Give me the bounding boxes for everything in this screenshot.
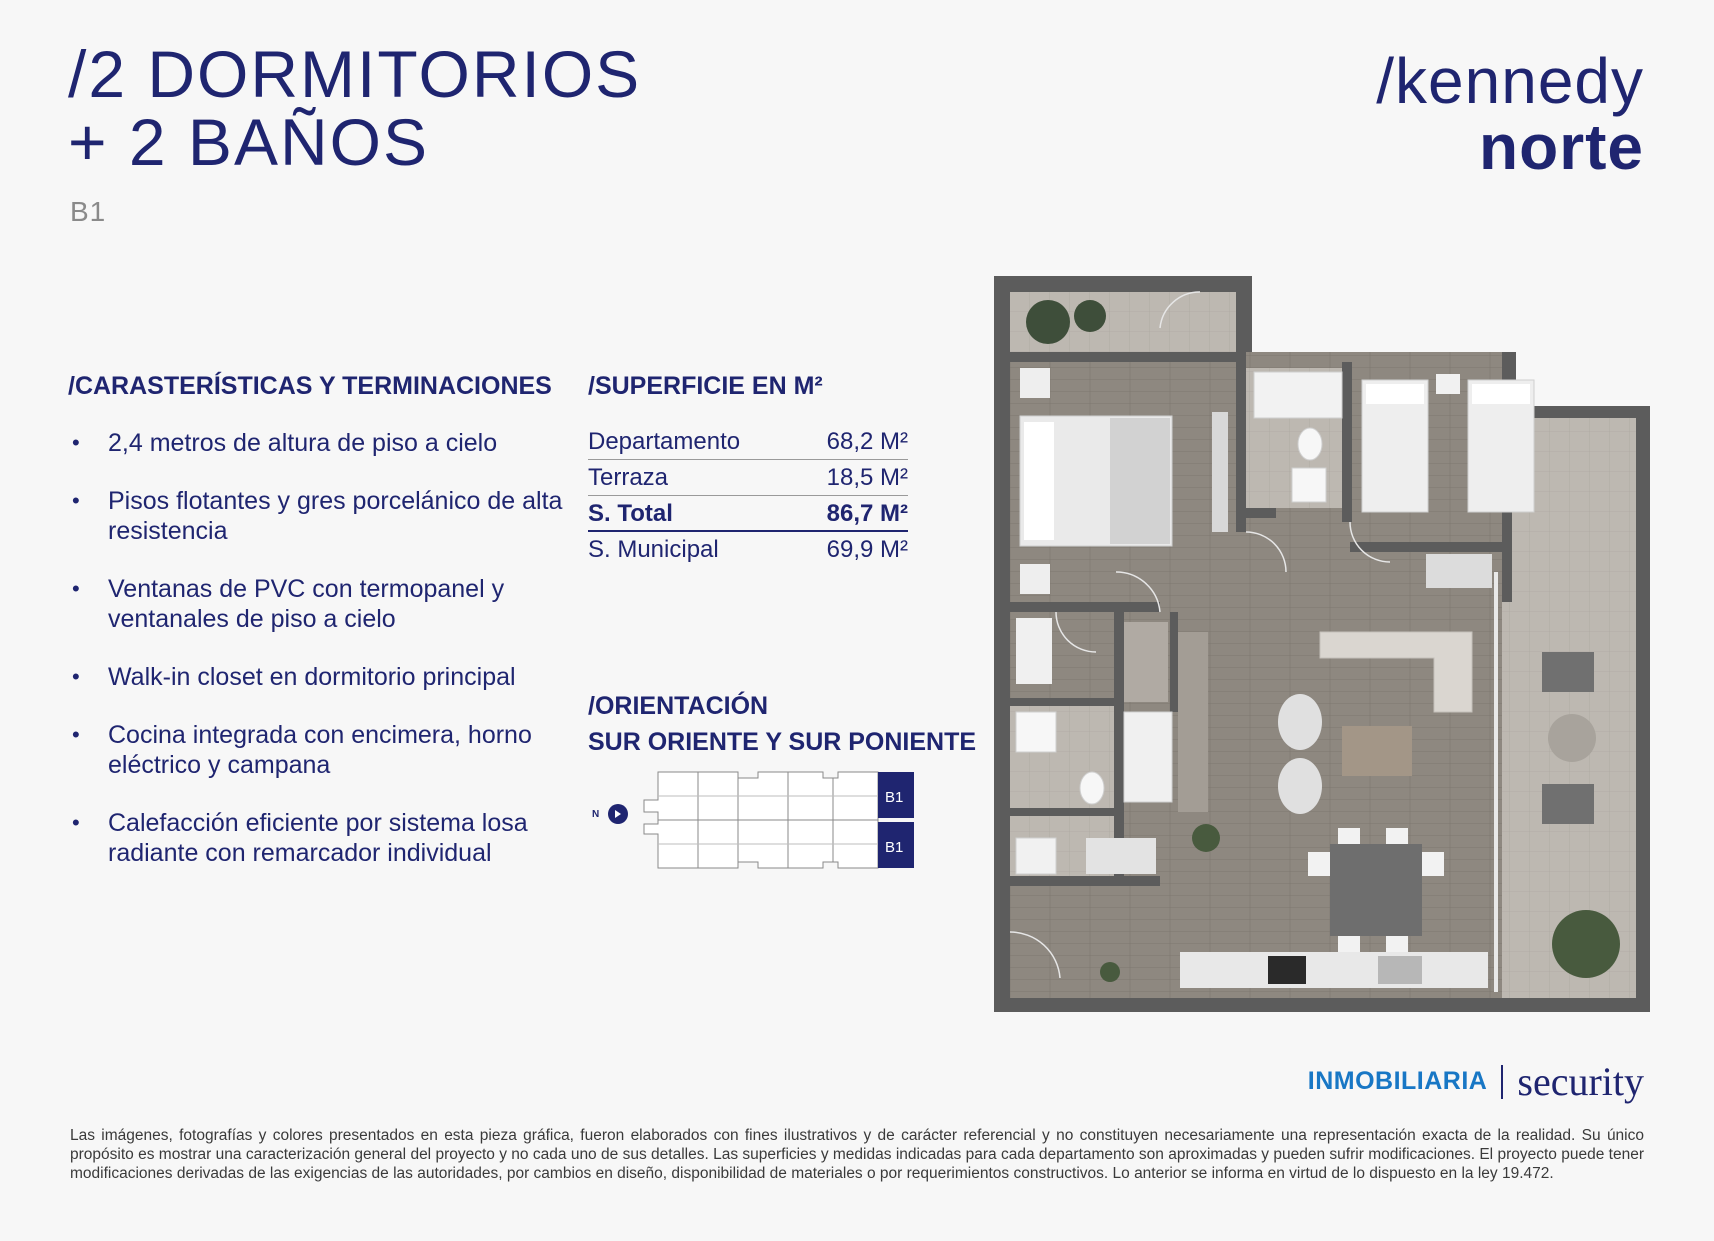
- feature-item: • Cocina integrada con encimera, horno eléctrico y campana: [68, 720, 568, 780]
- plant-icon: [1026, 300, 1070, 344]
- surface-row-total: [588, 496, 908, 532]
- nightstand: [1436, 374, 1460, 394]
- features-list: [68, 428, 568, 896]
- company-logo-right: security: [1517, 1059, 1644, 1104]
- building-footprint: [644, 772, 878, 868]
- surface-label: S. Municipal: [588, 536, 719, 563]
- cooktop: [1268, 956, 1306, 984]
- company-logo: [1308, 1058, 1644, 1105]
- bathroom2-sink: [1016, 712, 1056, 752]
- feature-item: • Pisos flotantes y gres porcelánico de alta resistencia: [68, 486, 568, 546]
- terrace-table: [1548, 714, 1596, 762]
- north-indicator: [592, 804, 628, 824]
- orientation-title-line-2: SUR ORIENTE Y SUR PONIENTE: [588, 728, 977, 756]
- bathroom2-toilet: [1080, 772, 1104, 804]
- walk-in-closet: [1124, 622, 1168, 702]
- armchair-1: [1278, 694, 1322, 750]
- plant-icon: [1074, 300, 1106, 332]
- kitchen-counter: [1180, 952, 1488, 988]
- twin-bed-2: [1468, 380, 1534, 512]
- project-logo: [1376, 45, 1644, 183]
- wardrobe: [1212, 412, 1228, 532]
- feature-item: • 2,4 metros de altura de piso a cielo: [68, 428, 568, 458]
- surface-label: Departamento: [588, 428, 741, 455]
- twin-bed-1: [1362, 380, 1428, 512]
- key-plan: [588, 762, 928, 872]
- unit-label: B1: [885, 789, 904, 806]
- project-logo-line-1: /kennedy: [1376, 45, 1644, 117]
- surface-title: /SUPERFICIE EN M²: [588, 372, 823, 400]
- plant-icon: [1192, 824, 1220, 852]
- coffee-table: [1342, 726, 1412, 776]
- floor-plan: [990, 272, 1650, 1012]
- shower: [1124, 712, 1172, 802]
- company-logo-left: INMOBILIARIA: [1307, 1067, 1488, 1095]
- unit-code: B1: [70, 196, 107, 227]
- surface-value: 68,2 M²: [826, 428, 908, 455]
- features-title: /CARASTERÍSTICAS Y TERMINACIONES: [68, 372, 552, 400]
- bathtub: [1254, 372, 1342, 418]
- sink: [1292, 468, 1326, 502]
- kitchen-sink: [1378, 956, 1422, 984]
- legal-disclaimer: Las imágenes, fotografías y colores presentados en esta pieza gráfica, fueron elaborados con fines ilustrativos y de carácter referencial y no constituyen necesariamente una representación exacta de la realidad. Su único propósito es mostrar una caracterización general del proyecto y no cada uno de sus detalles. Las superficies y medidas indicadas para cada departamento son aproximadas y pueden sufrir modificaciones. El proyecto puede tener modificaciones derivadas de las exigencias de las autoridades, por cambios en diseño, disponibilidad de materiales o por requerimientos constructivos. Lo anterior se informa en virtud de lo dispuesto en la ley 19.472.: [70, 1127, 1644, 1182]
- washing-machine: [1016, 838, 1056, 874]
- surface-value: 18,5 M²: [826, 464, 908, 491]
- surface-label: S. Total: [588, 500, 673, 527]
- north-label: N: [592, 809, 600, 820]
- feature-item: • Ventanas de PVC con termopanel y ventanales de piso a cielo: [68, 574, 568, 634]
- plant-icon: [1552, 910, 1620, 978]
- terrace-chair-1: [1542, 652, 1594, 692]
- feature-item: • Walk-in closet en dormitorio principal: [68, 662, 568, 692]
- orientation-title-line-1: /ORIENTACIÓN: [588, 692, 769, 720]
- title-line-1: /2 DORMITORIOS: [68, 37, 642, 111]
- page-title: [68, 37, 642, 179]
- feature-item: • Calefacción eficiente por sistema losa radiante con remarcador individual: [68, 808, 568, 868]
- orientation-title: [588, 688, 976, 760]
- title-line-2: + 2 BAÑOS: [68, 105, 429, 179]
- surface-value: 69,9 M²: [826, 536, 908, 563]
- unit-highlight-top: [878, 772, 914, 818]
- closet: [1426, 554, 1492, 588]
- laundry-counter: [1086, 838, 1156, 874]
- toilet: [1298, 428, 1322, 460]
- surface-row: [588, 460, 908, 496]
- surface-label: Terraza: [588, 464, 669, 491]
- kitchen-island: [1178, 632, 1208, 812]
- armchair-2: [1278, 758, 1322, 814]
- closet-left: [1016, 618, 1052, 684]
- logo-divider: [1501, 1065, 1503, 1099]
- surface-row: [588, 424, 908, 460]
- surface-row: [588, 532, 908, 568]
- terrace-chair-2: [1542, 784, 1594, 824]
- unit-label: B1: [885, 839, 904, 856]
- unit-highlight-bottom: [878, 822, 914, 868]
- plant-icon: [1100, 962, 1120, 982]
- project-logo-line-2: norte: [1479, 111, 1644, 183]
- surface-value: 86,7 M²: [826, 500, 908, 527]
- surface-table: [588, 424, 908, 568]
